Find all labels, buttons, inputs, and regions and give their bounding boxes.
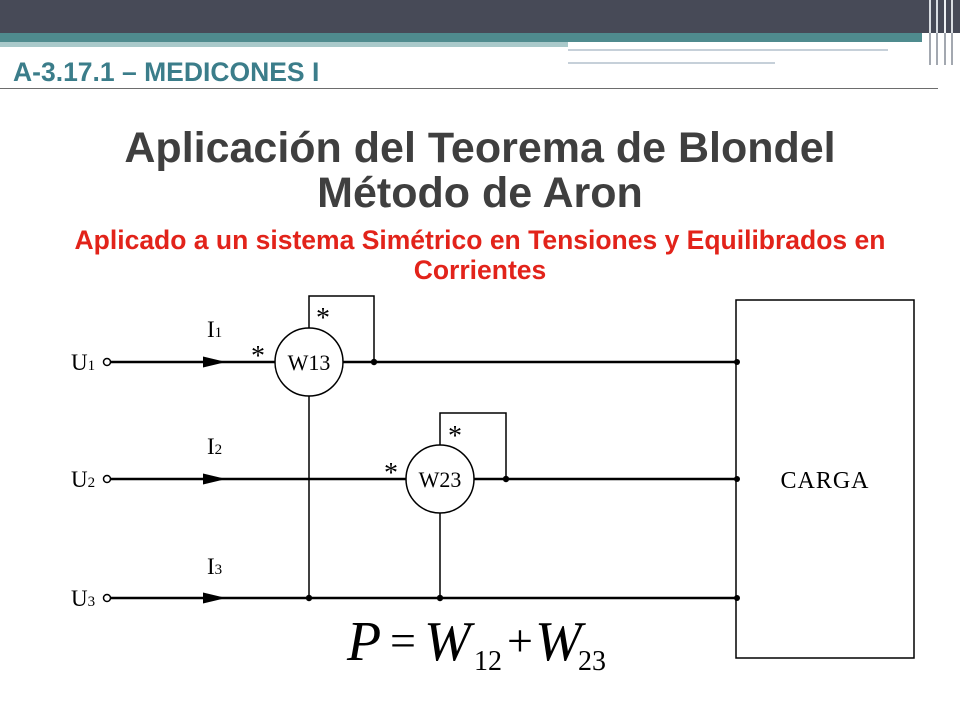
- formula-term-1: W: [424, 611, 471, 673]
- phase-1-load-junction-dot: [734, 359, 740, 365]
- phase-3-current-symbol: I: [207, 554, 215, 579]
- w23-label: W23: [418, 467, 462, 492]
- w23-current-coil-mark: *: [384, 458, 398, 489]
- phase-2: [71, 434, 740, 492]
- w13-current-coil-mark: *: [251, 341, 265, 372]
- wattmeter-w13: [251, 296, 377, 601]
- w23-phase-3-junction-dot: [437, 595, 443, 601]
- slide-subtitle-line-2: Corrientes: [413, 255, 547, 285]
- formula-term-2: W: [535, 611, 582, 673]
- header-decor-rule-lower: [568, 62, 775, 64]
- header-decor-rule-upper: [568, 49, 888, 51]
- power-formula: [346, 611, 606, 677]
- formula-term-2-index: 23: [578, 646, 606, 677]
- phase-1-current-arrow: [203, 357, 226, 368]
- phase-2-terminal: [104, 476, 111, 483]
- phase-1-current-symbol: I: [207, 317, 215, 342]
- slide-title-line-2: Método de Aron: [317, 169, 643, 217]
- phase-1-voltage-symbol: U: [71, 350, 88, 375]
- phase-1-terminal: [104, 359, 111, 366]
- w13-voltage-coil-mark: *: [316, 303, 330, 334]
- aron-circuit-diagram: [0, 280, 960, 720]
- w13-label: W13: [287, 350, 331, 375]
- formula-equals: =: [390, 615, 416, 666]
- w23-voltage-coil-mark: *: [448, 421, 462, 452]
- phase-2-current-index: 2: [214, 442, 223, 458]
- formula-term-1-index: 12: [474, 646, 502, 677]
- formula-lhs: P: [347, 611, 382, 673]
- phase-2-current-symbol: I: [207, 434, 215, 459]
- slide-subtitle-line-1: Aplicado a un sistema Simétrico en Tensiones y Equilibrados en: [74, 225, 886, 255]
- phase-3-current-index: 3: [214, 562, 223, 578]
- wattmeter-w23: [384, 413, 509, 601]
- header-accent-band: [0, 33, 922, 42]
- phase-1: [71, 317, 740, 375]
- header-dark-bar: [0, 0, 926, 33]
- phase-1-current-label: [207, 317, 222, 342]
- phase-3-current-arrow: [203, 593, 226, 604]
- phase-3: [71, 554, 740, 611]
- w13-phase-3-junction-dot: [306, 595, 312, 601]
- phase-1-voltage-label: [71, 350, 95, 375]
- slide-title-line-1: Aplicación del Teorema de Blondel: [124, 124, 836, 172]
- load-label: CARGA: [780, 468, 870, 494]
- header-corner-stripes-lower: [926, 33, 960, 65]
- phase-2-voltage-label: [71, 467, 95, 492]
- header-divider: [0, 88, 938, 89]
- load: [736, 300, 914, 658]
- phase-2-load-junction-dot: [734, 476, 740, 482]
- phase-2-current-label: [207, 434, 222, 459]
- phase-2-voltage-index: 2: [87, 475, 96, 491]
- phase-3-current-label: [207, 554, 222, 579]
- phase-3-voltage-symbol: U: [71, 586, 88, 611]
- header-accent-light-band: [0, 42, 568, 47]
- header-corner-stripes: [926, 0, 960, 33]
- phase-3-voltage-label: [71, 586, 95, 611]
- phase-3-voltage-index: 3: [87, 594, 96, 610]
- formula-plus: +: [507, 615, 533, 666]
- phase-3-load-junction-dot: [734, 595, 740, 601]
- section-label: A-3.17.1 – MEDICONES I: [13, 57, 320, 87]
- phase-2-voltage-symbol: U: [71, 467, 88, 492]
- w13-voltage-junction-dot: [371, 359, 377, 365]
- phase-2-current-arrow: [203, 474, 226, 485]
- phase-3-terminal: [104, 595, 111, 602]
- phase-1-voltage-index: 1: [87, 358, 96, 374]
- phase-1-current-index: 1: [214, 325, 223, 341]
- w23-voltage-junction-dot: [503, 476, 509, 482]
